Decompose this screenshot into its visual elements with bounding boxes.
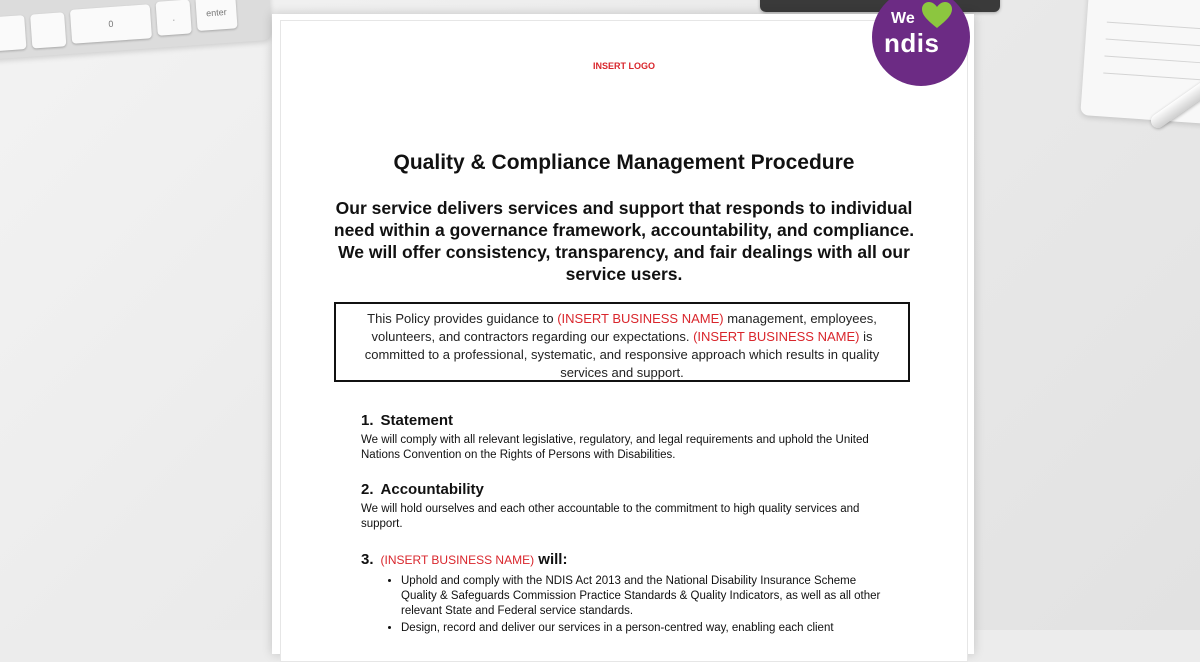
badge-we-text: We bbox=[891, 10, 915, 27]
section-number: 1. bbox=[361, 412, 374, 429]
commitment-list bbox=[361, 574, 881, 636]
keyboard-key bbox=[0, 15, 26, 51]
policy-text: is committed to a professional, systematic, and responsive approach which results in quality services and support. bbox=[364, 329, 880, 380]
section-number: 2. bbox=[361, 481, 374, 498]
section-body: We will comply with all relevant legislative, regulatory, and legal requirements and uphold the United Nations Convention on the Rights of Persons with Disabilities. bbox=[361, 434, 869, 461]
section-accountability bbox=[361, 481, 881, 532]
section-business-will bbox=[361, 551, 881, 638]
document-page bbox=[280, 20, 968, 662]
section-title: Statement bbox=[380, 412, 454, 429]
document-subtitle: Our service delivers services and support that responds to individual need within a governance framework, accountability, and compliance. We will offer consistency, transparency, and fair dealings with all our service users. bbox=[333, 198, 915, 284]
badge-ndis-text: ndis bbox=[884, 28, 940, 58]
keyboard-key bbox=[30, 12, 66, 48]
business-name-placeholder: (INSERT BUSINESS NAME) bbox=[693, 329, 860, 344]
keyboard-key-enter: enter bbox=[195, 0, 237, 31]
keyboard-key-zero: 0 bbox=[70, 4, 152, 43]
section-number: 3. bbox=[361, 551, 374, 568]
section-heading bbox=[361, 481, 881, 498]
list-item: • Design, record and deliver our services in a person-centred way, enabling each client bbox=[401, 621, 881, 636]
policy-text: This Policy provides guidance to bbox=[367, 311, 558, 326]
list-item: • Uphold and comply with the NDIS Act 2013 and the National Disability Insurance Scheme Quality & Safeguards Commission Practice Standards & Quality Indicators, as well as all other relevant State and Federal service standards. bbox=[401, 574, 881, 619]
keyboard-key-period: . bbox=[156, 0, 192, 36]
section-title: Accountability bbox=[380, 481, 484, 498]
section-title: will: bbox=[534, 551, 568, 568]
section-heading bbox=[361, 551, 881, 568]
heart-shape bbox=[922, 2, 952, 28]
section-body: We will hold ourselves and each other accountable to the commitment to high quality services and support. bbox=[361, 503, 860, 530]
business-name-placeholder: (INSERT BUSINESS NAME) bbox=[557, 311, 724, 326]
policy-box bbox=[334, 302, 910, 382]
document-title: Quality & Compliance Management Procedure bbox=[393, 151, 855, 174]
business-name-placeholder: (INSERT BUSINESS NAME) bbox=[380, 553, 535, 567]
policy-text: management, employees, volunteers, and contractors regarding our expectations. bbox=[371, 311, 877, 344]
section-heading bbox=[361, 412, 881, 429]
section-statement bbox=[361, 412, 881, 463]
logo-placeholder: INSERT LOGO bbox=[592, 61, 655, 71]
heart-icon bbox=[920, 1, 954, 29]
